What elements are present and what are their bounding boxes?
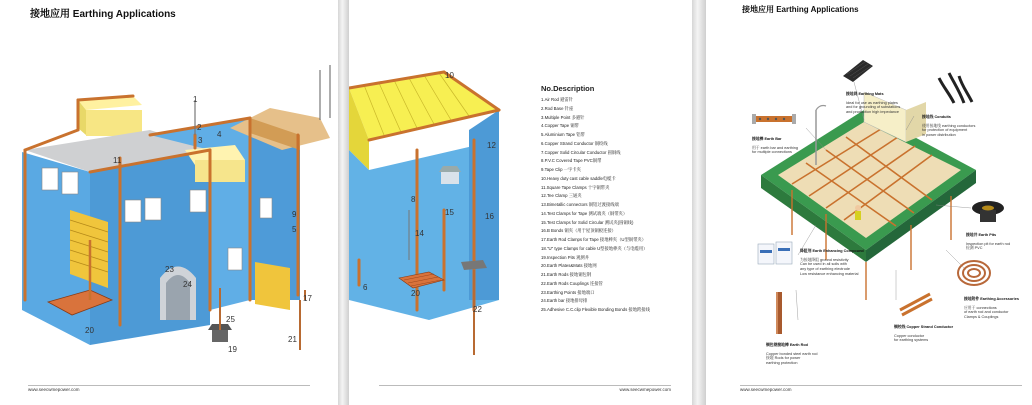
description-item: 1.Air Rod 避雷针 (541, 97, 573, 102)
callout-20: 20 (85, 326, 94, 335)
callout-19: 19 (228, 345, 237, 354)
callout-9: 9 (292, 210, 297, 219)
page-gutter (338, 0, 349, 405)
conduits-image (934, 68, 976, 108)
callout-14: 14 (415, 229, 424, 238)
footer-website[interactable]: www.seecwmepower.com (740, 387, 792, 392)
page-gutter (692, 0, 706, 405)
description-item: 19.Inspection Pits 观测井 (541, 254, 590, 260)
callout-22: 22 (473, 305, 482, 314)
description-item: 7.Copper Solid Circular Conductor 圆铜线 (541, 149, 621, 155)
callout-4: 4 (217, 130, 222, 139)
page-title: 接地应用 Earthing Applications (742, 5, 859, 14)
catalog-page-left (0, 0, 338, 405)
description-item: 17.Earth Rod Clamps for Tape 接地棒夹（U型铜带夹） (541, 237, 646, 242)
catalog-page-right (706, 0, 1032, 405)
callout-21: 21 (288, 335, 297, 344)
description-list (541, 84, 686, 315)
accessories-image (896, 288, 936, 318)
caption-earth-rod: 铜包钢接地棒 Earth Rod Copper bonded steel earth rod 接地 Rods for power earthing protection (766, 342, 818, 365)
description-item: 16.B Bonds 铜夹（用于屋顶铜板连接） (541, 228, 616, 234)
callout-5: 5 (292, 225, 297, 234)
caption-earth-bar: 接地棒 Earth Bar 用于 earth bar and earthing for multiple connections (752, 136, 799, 155)
caption-accessories: 接地附件 Earthing Accessories 应用于 connections of earth rod and conductor Clamps & Couplings (964, 296, 1019, 319)
callout-8: 8 (411, 195, 416, 204)
earthing-mat-image (841, 58, 875, 84)
description-item: 25.Adhesive C.C.clip Flexible Bonding Bonds 接地跨接线 (541, 307, 650, 312)
caption-earth-pits: 接地井 Earth Pits Inspection pit for earth rod 检测 PVC (966, 232, 1011, 251)
callout-24: 24 (183, 280, 192, 289)
description-item: 20.Earth Plates&Mats 接地网 (541, 263, 597, 269)
callout-16: 16 (485, 212, 494, 221)
description-item: 11.Square Tape Clamps 十字铜带夹 (541, 184, 610, 190)
caption-earthing-mats: 接地网 Earthing Mats Ideal for use as earthing plates and for grounding of substations and production high impedance (846, 91, 901, 114)
description-item: 9.Tape Clip 一字卡夹 (541, 167, 581, 172)
copper-strand-image (954, 256, 994, 290)
callout-12: 12 (487, 141, 496, 150)
caption-enhancing-compound: 降阻剂 Earth Enhancing Compound 为接地降阻 ground resistivity Can be used in all soils with any type of earthing electrode Low resistance enhancing material (800, 248, 864, 276)
roof-earthing-illustration (349, 0, 539, 370)
building-earthing-illustration (0, 0, 338, 370)
caption-conduits: 接地线 Conduits 使用接地线 earthing conductors for protection of equipment in power distribution (922, 114, 976, 137)
page-footer (28, 385, 310, 395)
catalog-page-middle (349, 0, 692, 405)
description-item: 12.Tee Clamp 三通夹 (541, 193, 582, 199)
description-item: 3.Multiple Point 多避针 (541, 114, 585, 120)
callout-11: 11 (113, 156, 122, 165)
page-footer (379, 385, 671, 395)
footer-website[interactable]: www.seecwmepower.com (619, 387, 671, 392)
description-item: 24.Earth bar 接地排母排 (541, 298, 588, 304)
callout-2: 2 (197, 123, 202, 132)
description-item: 22.Earth Rods Couplings 连接管 (541, 280, 603, 286)
compound-bags-image (756, 240, 796, 266)
callout-6: 6 (363, 283, 368, 292)
callout-3: 3 (198, 136, 203, 145)
callout-25: 25 (226, 315, 235, 324)
earth-bar-image (752, 110, 798, 130)
callout-20b: 20 (411, 289, 420, 298)
earth-pit-image (970, 196, 1006, 226)
description-item: 6.Copper Strand Conductor 铜绞线 (541, 140, 608, 146)
description-item: 23.Earthing Points 接地端口 (541, 289, 595, 295)
description-item: 4.Copper Tape 铜带 (541, 123, 579, 129)
callout-23: 23 (165, 265, 174, 274)
description-item: 2.Rod Base 针座 (541, 105, 574, 111)
description-item: 14.Test Clamps for Tape 测试端夹（铜带夹） (541, 210, 628, 216)
description-title: No.Description (541, 84, 595, 93)
earth-rod-image (766, 290, 794, 336)
description-item: 18."U" type Clamps for cable U型接地棒夹（与电缆用） (541, 245, 648, 251)
callout-15: 15 (445, 208, 454, 217)
description-item: 13.Bimetallic connectors 铜铝过渡接线端 (541, 202, 619, 207)
description-item: 5.Aluminium Tape 铝带 (541, 132, 585, 137)
callout-17: 17 (303, 294, 312, 303)
page-footer (740, 385, 1022, 395)
description-item: 10.Heavy duty cast cable saddle电缆卡 (541, 175, 616, 181)
description-item: 21.Earth Rods 接地铜包钢 (541, 272, 592, 277)
description-item: 8.P.V.C Covered Tape PVC铜带 (541, 158, 602, 164)
callout-1: 1 (193, 95, 198, 104)
page-title: 接地应用 Earthing Applications (30, 9, 176, 20)
description-item: 15.Test Clamps for Solid Circular 测试夹(圆铜线) (541, 219, 634, 225)
callout-10: 10 (445, 71, 454, 80)
footer-website[interactable]: www.seecwmepower.com (28, 387, 80, 392)
caption-copper-strand: 铜绞线 Copper Strand Conductor Copper conductor for earthing systems (894, 324, 954, 343)
